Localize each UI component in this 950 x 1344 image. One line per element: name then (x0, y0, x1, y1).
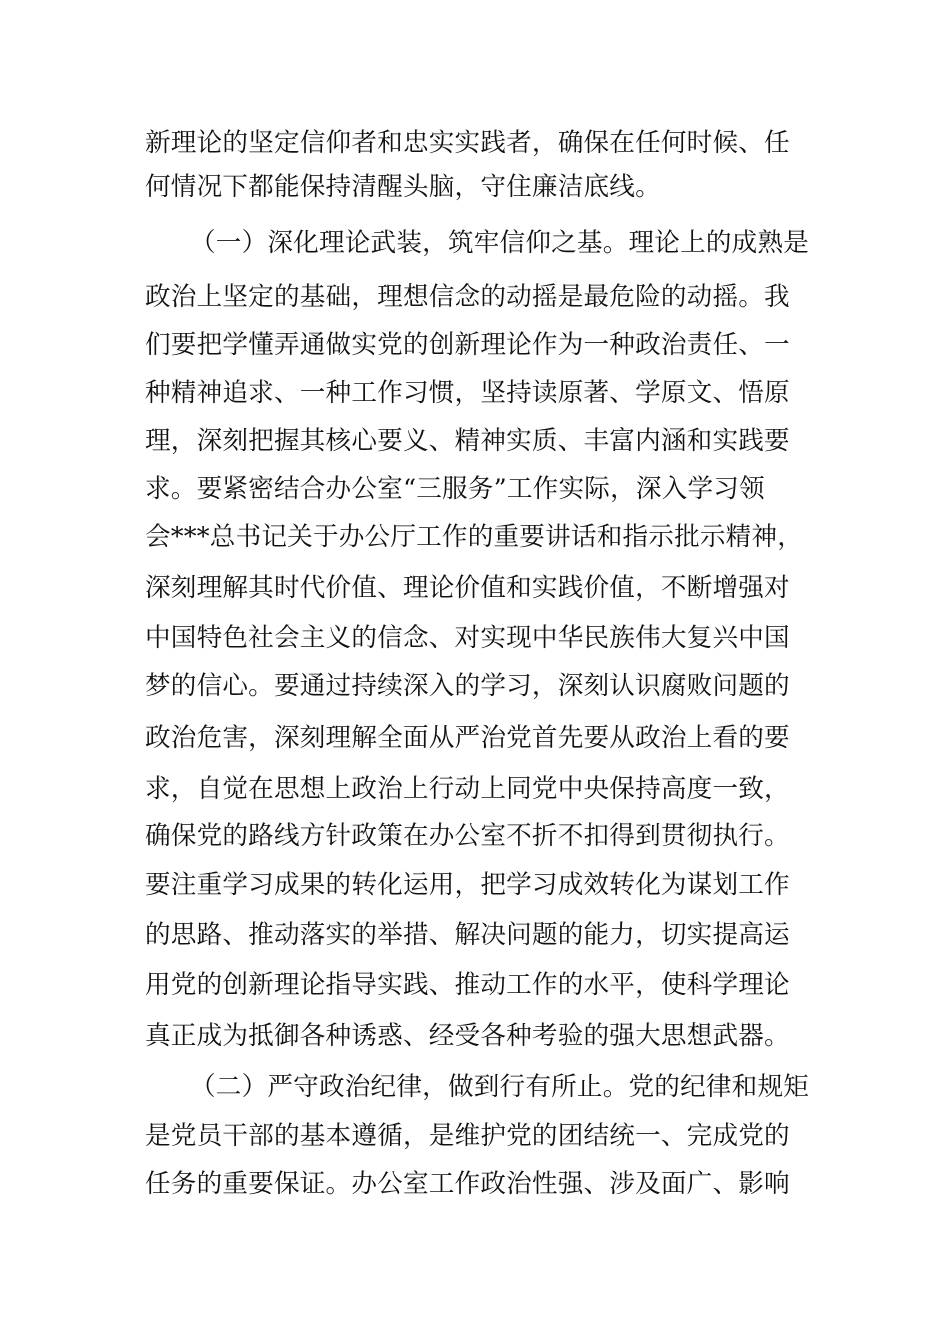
text-line: 求。要紧密结合办公室“三服务”工作实际，深入学习领 (145, 474, 765, 504)
text-line: 梦的信心。要通过持续深入的学习，深刻认识腐败问题的 (145, 671, 790, 701)
text-line: 用党的创新理论指导实践、推动工作的水平，使科学理论 (145, 970, 790, 1000)
text-line: 政治危害，深刻理解全面从严治党首先要从政治上看的要 (145, 723, 790, 753)
section-heading-line: （一）深化理论武装，筑牢信仰之基。理论上的成熟是 (190, 228, 810, 258)
text-line: 的思路、推动落实的举措、解决问题的能力，切实提高运 (145, 920, 790, 950)
text-line: 中国特色社会主义的信念、对实现中华民族伟大复兴中国 (145, 623, 790, 653)
text-line: 新理论的坚定信仰者和忠实实践者，确保在任何时候、任 (145, 128, 790, 158)
text-line: 真正成为抵御各种诱惑、经受各种考验的强大思想武器。 (145, 1021, 790, 1051)
text-line: 确保党的路线方针政策在办公室不折不扣得到贯彻执行。 (145, 821, 790, 851)
text-line: 深刻理解其时代价值、理论价值和实践价值，不断增强对 (145, 573, 790, 603)
text-line: 任务的重要保证。办公室工作政治性强、涉及面广、影响 (145, 1169, 790, 1199)
section-heading-line: （二）严守政治纪律，做到行有所止。党的纪律和规矩 (190, 1072, 810, 1102)
text-line: 要注重学习成果的转化运用，把学习成效转化为谋划工作 (145, 870, 790, 900)
text-line: 会***总书记关于办公厅工作的重要讲话和指示批示精神， (145, 522, 804, 552)
text-line: 是党员干部的基本遵循，是维护党的团结统一、完成党的 (145, 1121, 790, 1151)
text-line: 种精神追求、一种工作习惯，坚持读原著、学原文、悟原 (145, 378, 790, 408)
text-line: 们要把学懂弄通做实党的创新理论作为一种政治责任、一 (145, 330, 790, 360)
text-line: 何情况下都能保持清醒头脑，守住廉洁底线。 (145, 172, 661, 202)
text-line: 理，深刻把握其核心要义、精神实质、丰富内涵和实践要 (145, 426, 790, 456)
text-line: 政治上坚定的基础，理想信念的动摇是最危险的动摇。我 (145, 282, 790, 312)
text-line: 求，自觉在思想上政治上行动上同党中央保持高度一致， (145, 774, 790, 804)
